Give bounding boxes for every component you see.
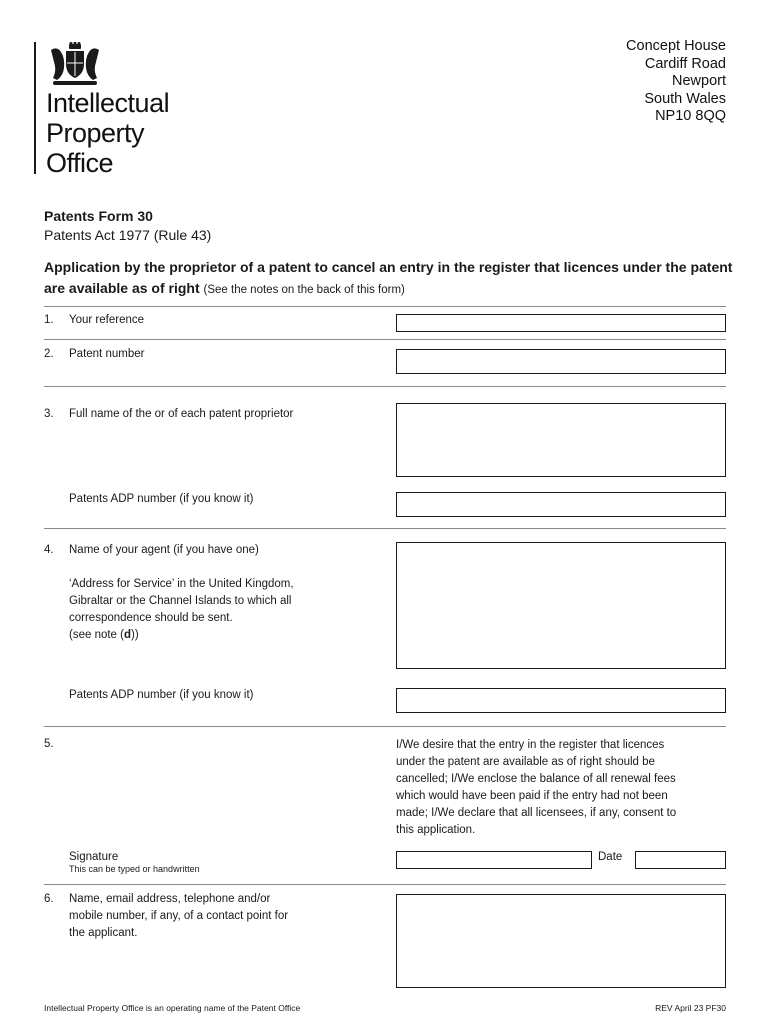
form-title: Patents Form 30 xyxy=(44,208,153,224)
signature-input[interactable] xyxy=(396,851,592,869)
address-for-service-line: Gibraltar or the Channel Islands to which all xyxy=(69,595,292,607)
divider xyxy=(44,306,726,307)
question-number: 5. xyxy=(44,738,54,750)
date-input[interactable] xyxy=(635,851,726,869)
proprietor-adp-label: Patents ADP number (if you know it) xyxy=(69,493,254,505)
logo-bar xyxy=(34,42,36,174)
declaration-line: cancelled; I/We enclose the balance of all renewal fees xyxy=(396,773,676,785)
see-note-suffix: )) xyxy=(131,629,139,641)
question-number: 6. xyxy=(44,893,54,905)
question-number: 4. xyxy=(44,544,54,556)
agent-name-label: Name of your agent (if you have one) xyxy=(69,544,259,556)
patent-number-input[interactable] xyxy=(396,349,726,374)
logo-line: Property xyxy=(46,118,145,148)
footer-office-note: Intellectual Property Office is an operating name of the Patent Office xyxy=(44,1003,301,1013)
question-number: 2. xyxy=(44,348,54,360)
address-line: NP10 8QQ xyxy=(655,108,726,124)
proprietor-name-label: Full name of the or of each patent proprietor xyxy=(69,408,294,420)
your-reference-input[interactable] xyxy=(396,314,726,332)
royal-crest-icon xyxy=(47,42,103,86)
address-line: Cardiff Road xyxy=(644,55,726,72)
see-note xyxy=(69,627,294,644)
proprietor-adp-input[interactable] xyxy=(396,492,726,517)
date-label: Date xyxy=(598,851,623,863)
divider xyxy=(44,884,726,885)
heading-text: Application by the proprietor of a patent to cancel an entry in the register that licences under the patent are available as of right xyxy=(44,259,733,296)
form-act: Patents Act 1977 (Rule 43) xyxy=(44,227,212,243)
declaration-line: made; I/We declare that all licensees, if any, consent to xyxy=(396,807,677,819)
agent-adp-label: Patents ADP number (if you know it) xyxy=(69,689,254,701)
footer-revision: REV April 23 PF30 xyxy=(655,1003,726,1013)
see-note-letter: d xyxy=(123,629,132,641)
question-number: 3. xyxy=(44,408,54,420)
contact-point-line: Name, email address, telephone and/or xyxy=(69,893,271,905)
divider xyxy=(44,339,726,340)
proprietor-name-input[interactable] xyxy=(396,403,726,477)
declaration-line: under the patent are available as of right should be xyxy=(396,756,655,768)
contact-point-line: mobile number, if any, of a contact point for xyxy=(69,910,289,922)
office-address xyxy=(626,38,726,126)
signature-hint: This can be typed or handwritten xyxy=(69,864,200,874)
heading-note: (See the notes on the back of this form) xyxy=(203,284,405,296)
divider xyxy=(44,528,726,529)
contact-point-label xyxy=(69,891,288,942)
your-reference-label: Your reference xyxy=(69,314,145,326)
form-heading xyxy=(44,257,734,301)
signature-label: Signature xyxy=(69,851,119,863)
agent-details-input[interactable] xyxy=(396,542,726,669)
patent-number-label: Patent number xyxy=(69,348,145,360)
divider xyxy=(44,386,726,387)
logo-text xyxy=(46,88,169,178)
question-number: 1. xyxy=(44,314,54,326)
see-note-prefix: (see note ( xyxy=(69,629,124,641)
declaration-line: which would have been paid if the entry had not been xyxy=(396,790,668,802)
declaration-line: I/We desire that the entry in the register that licences xyxy=(396,739,665,751)
contact-point-input[interactable] xyxy=(396,894,726,988)
address-for-service-line: correspondence should be sent. xyxy=(69,612,233,624)
divider xyxy=(44,726,726,727)
declaration-text xyxy=(396,737,726,839)
contact-point-line: the applicant. xyxy=(69,927,138,939)
address-line: South Wales xyxy=(644,90,726,107)
address-for-service-label xyxy=(69,576,294,644)
logo-line: Intellectual xyxy=(46,88,170,118)
address-line: Newport xyxy=(672,73,726,89)
logo-line: Office xyxy=(46,148,114,178)
address-line: Concept House xyxy=(626,38,726,54)
declaration-line: this application. xyxy=(396,824,476,836)
agent-adp-input[interactable] xyxy=(396,688,726,713)
address-for-service-line: ‘Address for Service’ in the United Kingdom, xyxy=(69,578,294,590)
